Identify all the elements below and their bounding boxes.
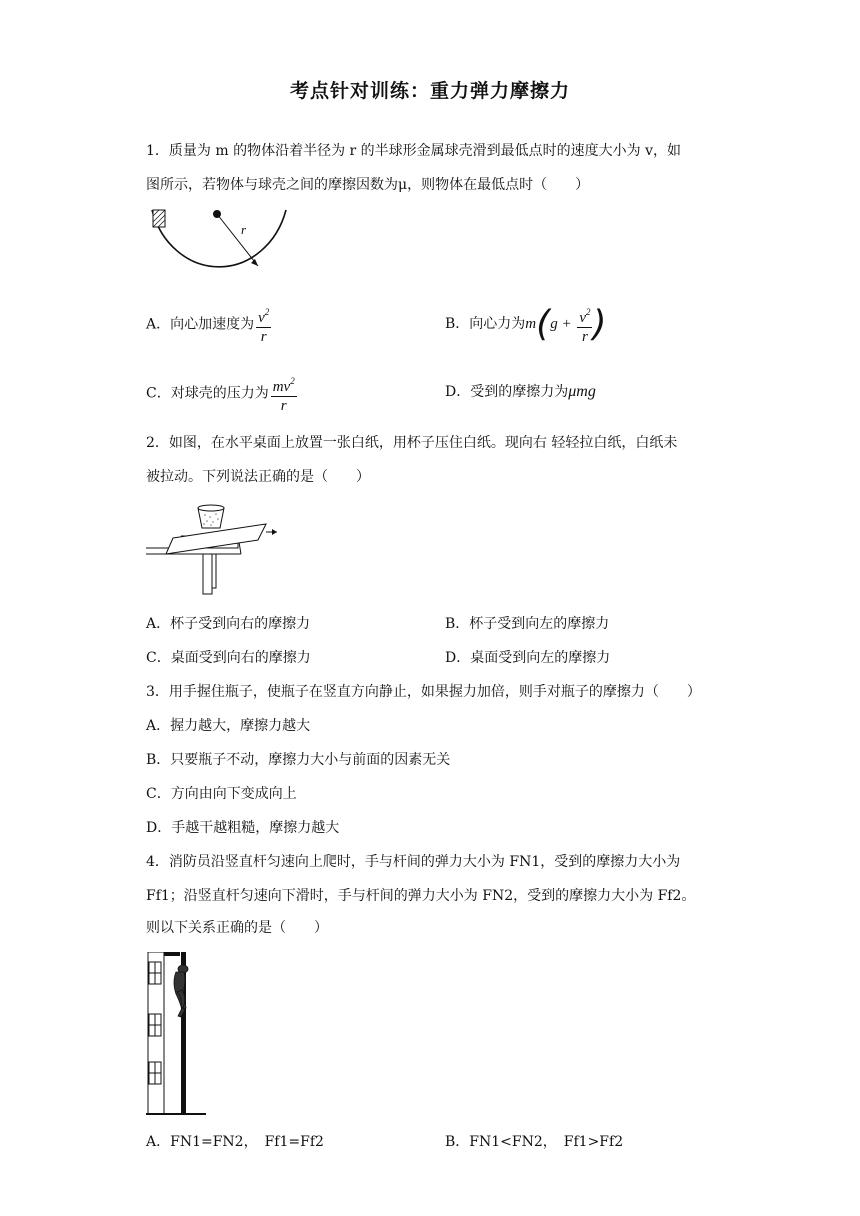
q4-option-b[interactable]: B．FN1<FN2， Ff1>Ff2: [445, 1134, 624, 1150]
page-title: 考点针对训练：重力弹力摩擦力: [289, 80, 570, 102]
q1-hemisphere-figure: [146, 204, 296, 296]
q1-option-c-label: C．对球壳的压力为: [146, 385, 269, 402]
q1-radius-label: r: [241, 222, 247, 237]
q1-option-a-label: A．向心加速度为: [146, 316, 255, 333]
q1-option-d-label: D．受到的摩擦力为: [445, 384, 569, 400]
q3-option-c[interactable]: C．方向由向下变成向上: [146, 786, 297, 802]
q2-option-c[interactable]: C．桌面受到向右的摩擦力: [146, 650, 311, 666]
q1-option-d[interactable]: [445, 382, 596, 402]
q1-stem-line1: 1．质量为 m 的物体沿着半径为 r 的半球形金属球壳滑到最低点时的速度大小为 v，如: [146, 143, 682, 159]
q1-stem-line2: 图所示，若物体与球壳之间的摩擦因数为μ，则物体在最低点时（ ）: [146, 177, 590, 193]
q4-stem-line2: Ff1；沿竖直杆匀速向下滑时，手与杆间的弹力大小为 FN2，受到的摩擦力大小为 Ff2。: [146, 888, 696, 904]
q3-stem-line1: 3．用手握住瓶子，使瓶子在竖直方向静止，如果握力加倍，则手对瓶子的摩擦力（ ）: [146, 684, 701, 700]
q3-option-a[interactable]: A．握力越大，摩擦力越大: [146, 718, 311, 734]
q1-option-a-formula: $\frac{v^2}{r}$: [256, 303, 271, 346]
q1-option-a[interactable]: [146, 303, 271, 346]
q1-option-b[interactable]: [445, 303, 607, 346]
q2-stem-line2: 被拉动。下列说法正确的是（ ）: [146, 469, 370, 485]
q2-cup-paper-figure: [146, 500, 281, 596]
q1-option-c-formula: $\frac{mv^2}{r}$: [271, 372, 297, 415]
q2-stem-line1: 2．如图，在水平桌面上放置一张白纸，用杯子压住白纸。现向右 轻轻拉白纸，白纸未: [146, 435, 678, 451]
q1-option-b-formula: m(g + $\frac{v^2}{r}$ ): [525, 303, 607, 345]
q1-option-d-formula: μmg: [568, 383, 596, 400]
q2-option-b[interactable]: B．杯子受到向左的摩擦力: [445, 616, 610, 632]
q4-stem-line3: 则以下关系正确的是（ ）: [146, 920, 328, 936]
q4-option-a[interactable]: A．FN1=FN2， Ff1=Ff2: [146, 1134, 324, 1150]
q3-option-b[interactable]: B．只要瓶子不动，摩擦力大小与前面的因素无关: [146, 752, 451, 768]
q1-option-b-label: B．向心力为: [445, 315, 526, 332]
q3-option-d[interactable]: D．手越干越粗糙，摩擦力越大: [146, 820, 340, 836]
q2-option-a[interactable]: A．杯子受到向右的摩擦力: [146, 616, 311, 632]
q2-option-d[interactable]: D．桌面受到向左的摩擦力: [445, 650, 611, 666]
q4-stem-line1: 4．消防员沿竖直杆匀速向上爬时，手与杆间的弹力大小为 FN1，受到的摩擦力大小为: [146, 854, 681, 870]
q4-firefighter-pole-figure: [146, 952, 216, 1116]
q1-option-c[interactable]: [146, 372, 297, 415]
